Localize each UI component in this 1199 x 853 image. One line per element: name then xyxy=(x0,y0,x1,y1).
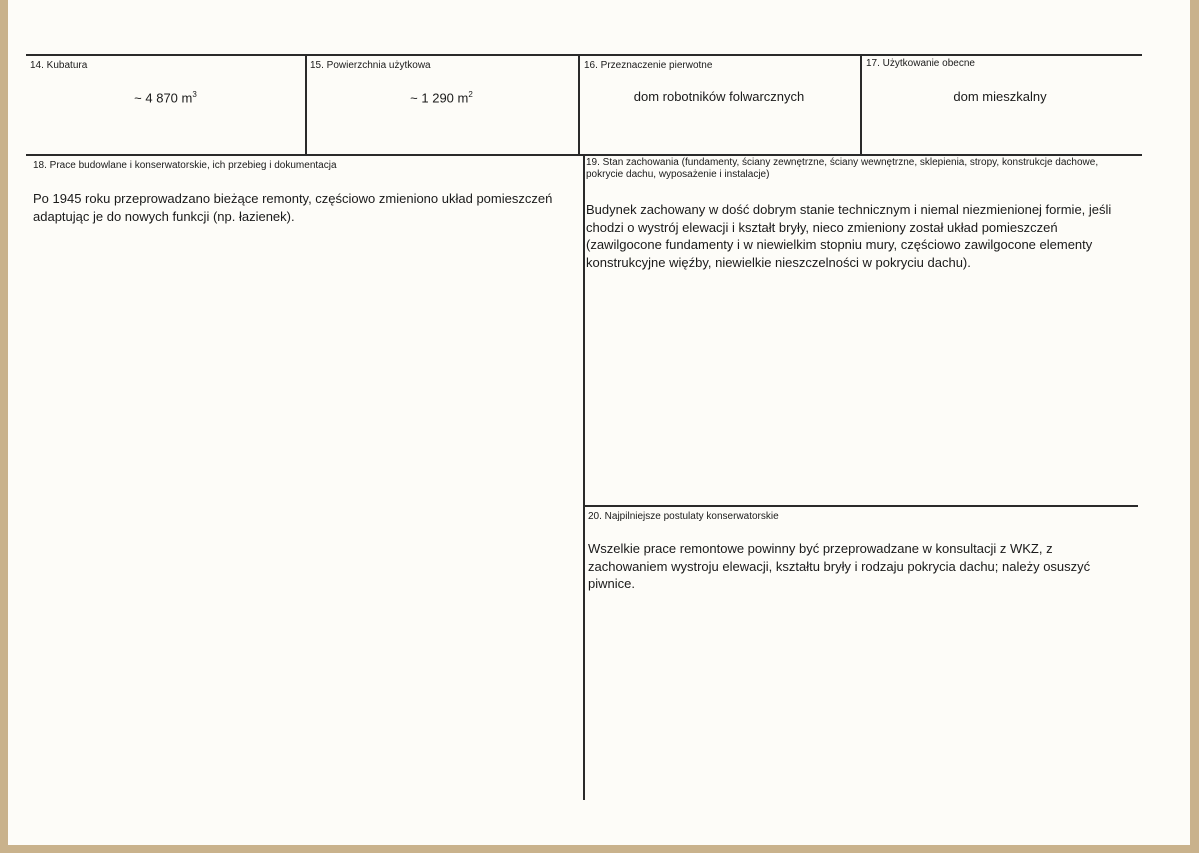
divider-15-16 xyxy=(578,54,580,155)
form-sheet xyxy=(8,0,1190,845)
field-18-label: 18. Prace budowlane i konserwatorskie, ich przebieg i dokumentacja xyxy=(33,160,337,171)
field-14-value-text: ~ 4 870 m xyxy=(134,90,193,106)
field-19-label: 19. Stan zachowania (fundamenty, ściany zewnętrzne, ściany wewnętrzne, sklepienia, stropy, konstrukcje dachowe, pokrycie dachu, wyposażenie i instalacje) xyxy=(586,157,1099,180)
divider-18-19 xyxy=(583,154,585,800)
divider-16-17 xyxy=(860,54,862,155)
field-16-label: 16. Przeznaczenie pierwotne xyxy=(584,60,713,71)
field-20-label: 20. Najpilniejsze postulaty konserwatorskie xyxy=(588,511,779,522)
row19-bottom-rule xyxy=(583,505,1138,507)
field-14-unit-sup: 3 xyxy=(192,90,197,99)
top-rule xyxy=(26,54,1142,56)
field-15-unit-sup: 2 xyxy=(468,90,473,99)
field-15-label: 15. Powierzchnia użytkowa xyxy=(310,60,431,71)
field-18-text: Po 1945 roku przeprowadzano bieżące remonty, częściowo zmieniono układ pomieszczeń adaptując je do nowych funkcji (np. łazienek). xyxy=(33,191,553,224)
field-15-value xyxy=(305,90,578,105)
field-15-value-text: ~ 1 290 m xyxy=(410,90,469,106)
field-19-text: Budynek zachowany w dość dobrym stanie technicznym i niemal niezmienionej formie, jeśli chodzi o wystrój elewacji i kształt bryły, nieco zmieniony został układ pomieszczeń (zawilgocone fundamenty i w niewielkim stopniu mury, częściowo zawilgocone elementy konstrukcyjne więźby, niewielkie nieszczelności w pokryciu dachu). xyxy=(586,202,1112,270)
field-14-label: 14. Kubatura xyxy=(30,60,88,71)
field-20-text: Wszelkie prace remontowe powinny być przeprowadzane w konsultacji z WKZ, z zachowaniem wystroju elewacji, kształtu bryły i rodzaju pokrycia dachu; należy osuszyć piwnice. xyxy=(588,541,1091,591)
field-16-value: dom robotników folwarcznych xyxy=(633,89,805,104)
field-14-value xyxy=(26,90,305,105)
field-17-label: 17. Użytkowanie obecne xyxy=(866,58,975,69)
field-17-value: dom mieszkalny xyxy=(953,89,1047,104)
